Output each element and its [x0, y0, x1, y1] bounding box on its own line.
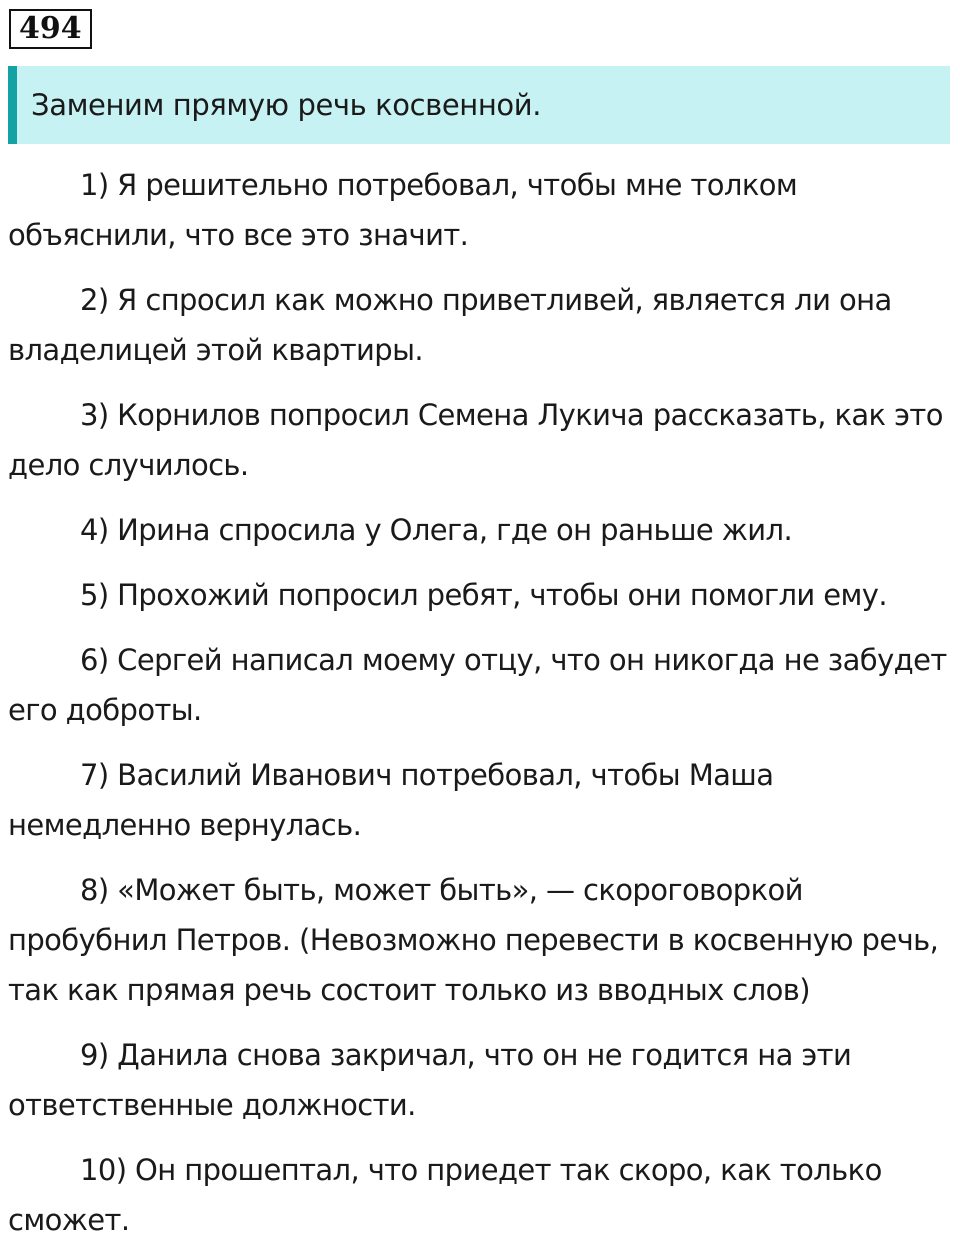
answer-item-10: 10) Он прошептал, что приедет так скоро, как только сможет.	[8, 1153, 882, 1237]
instruction-text: Заменим прямую речь косвенной.	[31, 88, 542, 122]
answer-item-2: 2) Я спросил как можно приветливей, является ли она владелицей этой квартиры.	[8, 283, 892, 367]
answer-item-4: 4) Ирина спросила у Олега, где он раньше жил.	[80, 513, 793, 547]
answer-item-1: 1) Я решительно потребовал, чтобы мне толком объяснили, что все это значит.	[8, 168, 798, 252]
answer-item-7: 7) Василий Иванович потребовал, чтобы Маша немедленно вернулась.	[8, 758, 774, 842]
answer-item-9: 9) Данила снова закричал, что он не годится на эти ответственные должности.	[8, 1038, 852, 1122]
instruction-banner	[8, 66, 950, 144]
answer-list	[8, 160, 950, 1260]
answer-item-8: 8) «Может быть, может быть», — скороговоркой пробубнил Петров. (Невозможно перевести в косвенную речь, так как прямая речь состоит только из вводных слов)	[8, 873, 939, 1007]
answer-item-6: 6) Сергей написал моему отцу, что он никогда не забудет его доброты.	[8, 643, 947, 727]
answer-item-3: 3) Корнилов попросил Семена Лукича рассказать, как это дело случилось.	[8, 398, 943, 482]
task-number: 494	[9, 9, 92, 49]
answer-item-5: 5) Прохожий попросил ребят, чтобы они помогли ему.	[80, 578, 887, 612]
